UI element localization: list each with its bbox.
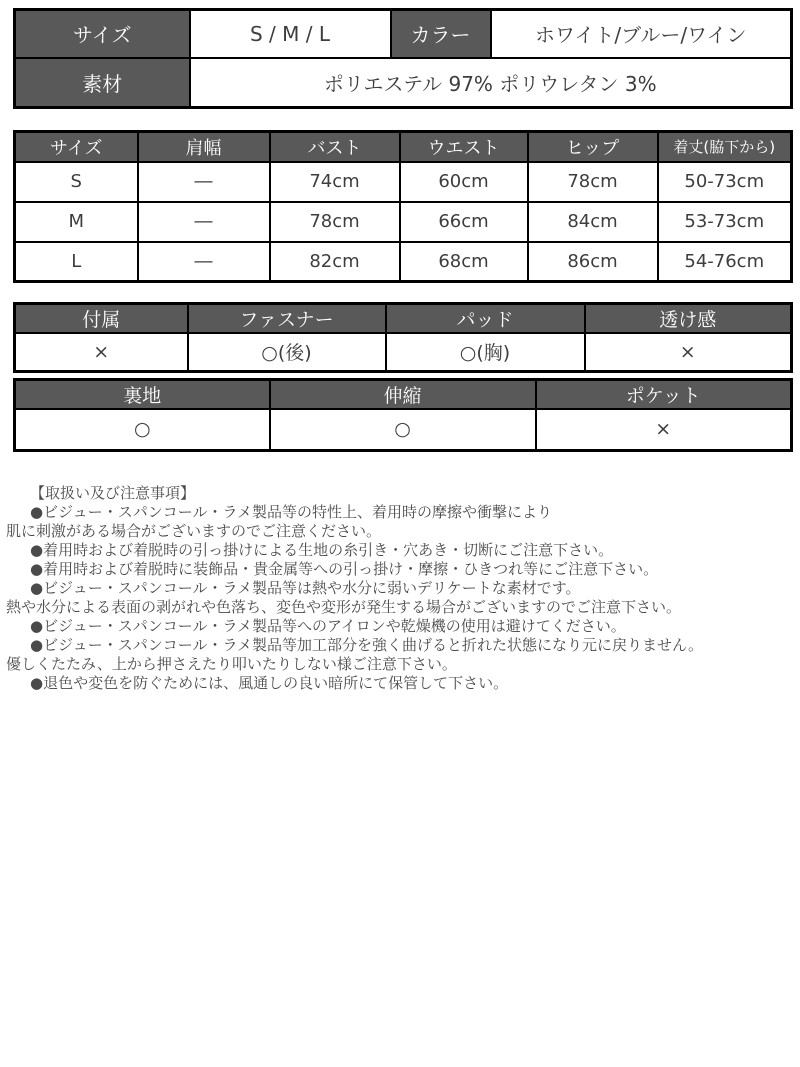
table-cell: ― bbox=[138, 202, 270, 242]
care-note-line: ●ビジュー・スパンコール・ラメ製品等の特性上、着用時の摩擦や衝撃により bbox=[30, 503, 553, 521]
table-cell: 54-76cm bbox=[658, 242, 792, 282]
features-header-pad: パッド bbox=[386, 304, 585, 334]
summary-row-material bbox=[15, 58, 792, 108]
features-a-header-row bbox=[15, 304, 792, 334]
features-b-value-row bbox=[15, 409, 792, 451]
features-header-stretch: 伸縮 bbox=[270, 379, 536, 409]
size-value-cell: S / M / L bbox=[190, 10, 391, 58]
material-label-cell: 素材 bbox=[15, 58, 190, 108]
features-value-lining: ○ bbox=[15, 409, 270, 451]
features-value-pocket: × bbox=[536, 409, 792, 451]
features-value-stretch: ○ bbox=[270, 409, 536, 451]
size-chart-header-hip: ヒップ bbox=[528, 132, 658, 162]
table-cell: ― bbox=[138, 242, 270, 282]
table-cell: M bbox=[15, 202, 138, 242]
size-chart-header-length: 着丈(脇下から) bbox=[658, 132, 792, 162]
size-chart-header-shoulder: 肩幅 bbox=[138, 132, 270, 162]
table-cell: 74cm bbox=[270, 162, 400, 202]
care-note-line: 優しくたたみ、上から押さえたり叩いたりしない様ご注意下さい。 bbox=[6, 655, 457, 673]
size-chart-header-row bbox=[15, 132, 792, 162]
summary-row-size-color bbox=[15, 10, 792, 58]
care-note-line: ●着用時および着脱時に装飾品・貴金属等への引っ掛け・摩擦・ひきつれ等にご注意下さい。 bbox=[30, 560, 659, 578]
table-cell: 84cm bbox=[528, 202, 658, 242]
features-value-sheerness: × bbox=[585, 333, 792, 371]
size-label-cell: サイズ bbox=[15, 10, 190, 58]
material-value-cell: ポリエステル 97% ポリウレタン 3% bbox=[190, 58, 792, 108]
features-header-pocket: ポケット bbox=[536, 379, 792, 409]
table-cell: 60cm bbox=[400, 162, 528, 202]
table-cell: 78cm bbox=[270, 202, 400, 242]
features-b-header-row bbox=[15, 379, 792, 409]
table-cell: 53-73cm bbox=[658, 202, 792, 242]
table-cell: 86cm bbox=[528, 242, 658, 282]
size-chart-row-l bbox=[15, 242, 792, 282]
size-chart-table bbox=[13, 130, 793, 283]
care-note-line: ●ビジュー・スパンコール・ラメ製品等は熱や水分に弱いデリケートな素材です。 bbox=[30, 579, 581, 597]
care-note-line: ●着用時および着脱時の引っ掛けによる生地の糸引き・穴あき・切断にご注意下さい。 bbox=[30, 541, 614, 559]
features-value-accessory: × bbox=[15, 333, 188, 371]
care-note-line: ●退色や変色を防ぐためには、風通しの良い暗所にて保管して下さい。 bbox=[30, 674, 509, 692]
size-chart-header-waist: ウエスト bbox=[400, 132, 528, 162]
features-value-pad: ○(胸) bbox=[386, 333, 585, 371]
features-a-value-row bbox=[15, 333, 792, 371]
table-cell: 78cm bbox=[528, 162, 658, 202]
features-header-accessory: 付属 bbox=[15, 304, 188, 334]
features-header-lining: 裏地 bbox=[15, 379, 270, 409]
care-notes bbox=[6, 484, 800, 693]
features-table-b bbox=[13, 378, 793, 453]
care-notes-title: 【取扱い及び注意事項】 bbox=[30, 484, 196, 502]
features-header-sheerness: 透け感 bbox=[585, 304, 792, 334]
table-cell: 82cm bbox=[270, 242, 400, 282]
spec-summary-table bbox=[13, 8, 793, 109]
features-header-zipper: ファスナー bbox=[188, 304, 386, 334]
care-note-line: 熱や水分による表面の剥がれや色落ち、変色や変形が発生する場合がございますのでご注意下さい。 bbox=[6, 598, 682, 616]
table-cell: S bbox=[15, 162, 138, 202]
features-table-a bbox=[13, 302, 793, 373]
table-cell: ― bbox=[138, 162, 270, 202]
size-chart-row-s bbox=[15, 162, 792, 202]
table-cell: 50-73cm bbox=[658, 162, 792, 202]
size-chart-row-m bbox=[15, 202, 792, 242]
size-chart-header-size: サイズ bbox=[15, 132, 138, 162]
care-note-line: 肌に刺激がある場合がございますのでご注意ください。 bbox=[6, 522, 382, 540]
size-chart-header-bust: バスト bbox=[270, 132, 400, 162]
care-note-line: ●ビジュー・スパンコール・ラメ製品等加工部分を強く曲げると折れた状態になり元に戻りません。 bbox=[30, 636, 703, 654]
table-cell: L bbox=[15, 242, 138, 282]
table-cell: 68cm bbox=[400, 242, 528, 282]
color-label-cell: カラー bbox=[391, 10, 491, 58]
care-note-line: ●ビジュー・スパンコール・ラメ製品等へのアイロンや乾燥機の使用は避けてください。 bbox=[30, 617, 626, 635]
features-value-zipper: ○(後) bbox=[188, 333, 386, 371]
table-cell: 66cm bbox=[400, 202, 528, 242]
color-value-cell: ホワイト/ブルー/ワイン bbox=[491, 10, 792, 58]
